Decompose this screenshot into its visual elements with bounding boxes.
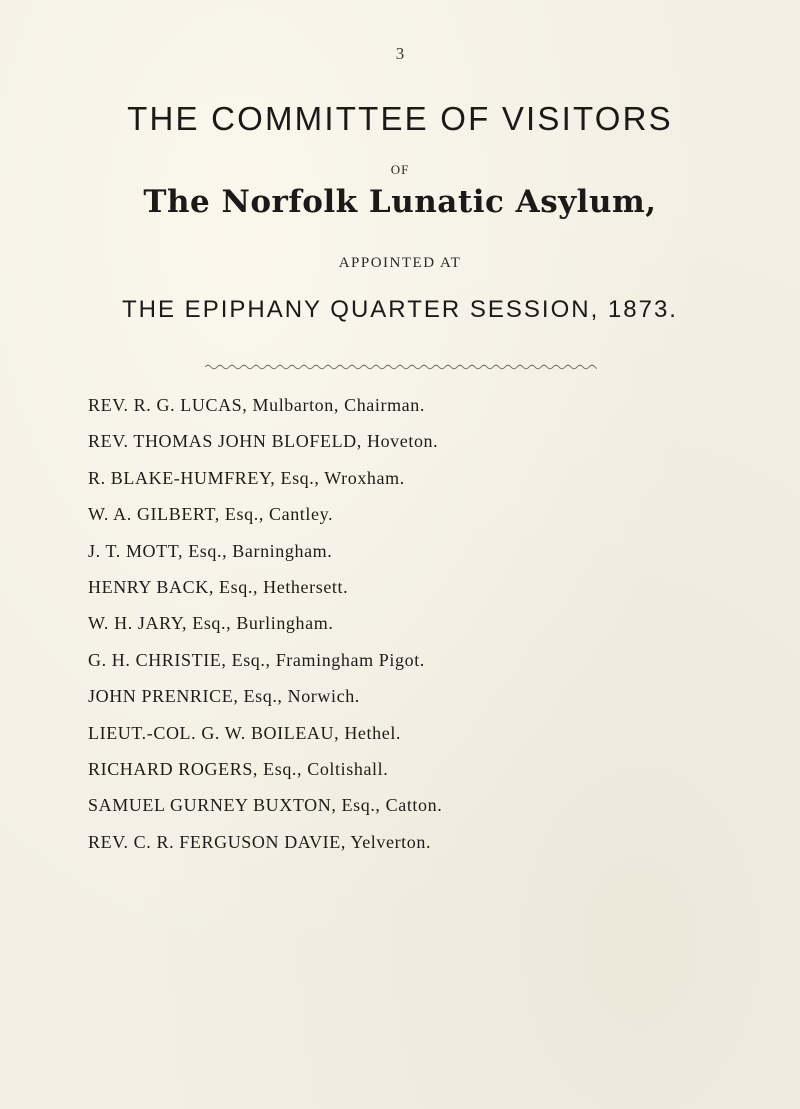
member-item: RICHARD ROGERS, Esq., Coltishall. bbox=[88, 758, 389, 779]
appointed-line: APPOINTED AT bbox=[338, 255, 462, 271]
member-item: JOHN PRENRICE, Esq., Norwich. bbox=[88, 686, 360, 707]
institution-name: The Norfolk Lunatic Asylum, bbox=[143, 184, 657, 220]
session-heading: THE EPIPHANY QUARTER SESSION, 1873. bbox=[122, 296, 678, 323]
member-item: HENRY BACK, Esq., Hethersett. bbox=[88, 576, 349, 597]
member-item: LIEUT.-COL. G. W. BOILEAU, Hethel. bbox=[88, 722, 402, 743]
member-item: J. T. MOTT, Esq., Barningham. bbox=[88, 540, 333, 561]
member-item: REV. C. R. FERGUSON DAVIE, Yelverton. bbox=[88, 831, 432, 852]
member-item: REV. THOMAS JOHN BLOFELD, Hoveton. bbox=[88, 431, 439, 452]
wavy-rule-divider bbox=[205, 362, 597, 372]
page-number: 3 bbox=[395, 44, 405, 63]
member-item: R. BLAKE-HUMFREY, Esq., Wroxham. bbox=[88, 467, 405, 488]
member-item: G. H. CHRISTIE, Esq., Framingham Pigot. bbox=[88, 649, 425, 670]
member-item: SAMUEL GURNEY BUXTON, Esq., Catton. bbox=[88, 795, 443, 816]
main-heading: THE COMMITTEE OF VISITORS bbox=[127, 100, 673, 137]
member-item: W. H. JARY, Esq., Burlingham. bbox=[88, 613, 334, 634]
member-item: REV. R. G. LUCAS, Mulbarton, Chairman. bbox=[88, 395, 425, 415]
member-item: W. A. GILBERT, Esq., Cantley. bbox=[88, 504, 334, 525]
heading-connector: OF bbox=[390, 162, 410, 177]
member-list bbox=[88, 396, 442, 869]
